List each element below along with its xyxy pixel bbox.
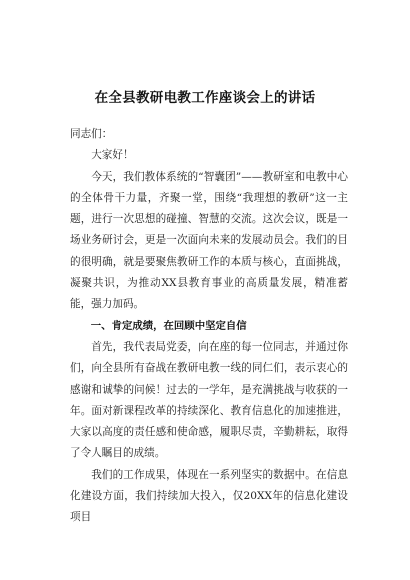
body-paragraph: 我们的工作成果，体现在一系列坚实的数据中。在信息化建设方面，我们持续加大投入，仅20XX年的信息化建设项目 <box>70 468 348 524</box>
section-heading: 一、肯定成绩，在回顾中坚定自信 <box>90 319 247 332</box>
body-paragraph: 首先，我代表局党委，向在座的每一位同志，并通过你们，向全县所有奋战在教研电教一线的同仁们，表示衷心的感谢和诚挚的问候！过去的一学年，是充满挑战与收获的一年。面对新课程改革的持续深化、教育信息化的加速推进，大家以高度的责任感和使命感，履职尽责，辛勤耕耘，取得了令人瞩目的成绩。 <box>70 340 348 460</box>
body-paragraph: 今天，我们教体系统的“智囊团”——教研室和电教中心的全体骨干力量，齐聚一堂，围绕“我理想的教研”这一主题，进行一次思想的碰撞、智慧的交流。这次会议，既是一场业务研讨会，更是一次面向未来的发展动员会。我们的目的很明确，就是要聚焦教研工作的本质与核心，直面挑战，凝聚共识，为推动XX县教育事业的高质量发展，精准蓄能，强力加码。 <box>70 170 348 311</box>
salutation: 同志们： <box>70 128 113 140</box>
document-body <box>70 124 348 529</box>
greeting: 大家好！ <box>91 149 134 162</box>
document-title: 在全县教研电教工作座谈会上的讲话 <box>94 90 316 106</box>
